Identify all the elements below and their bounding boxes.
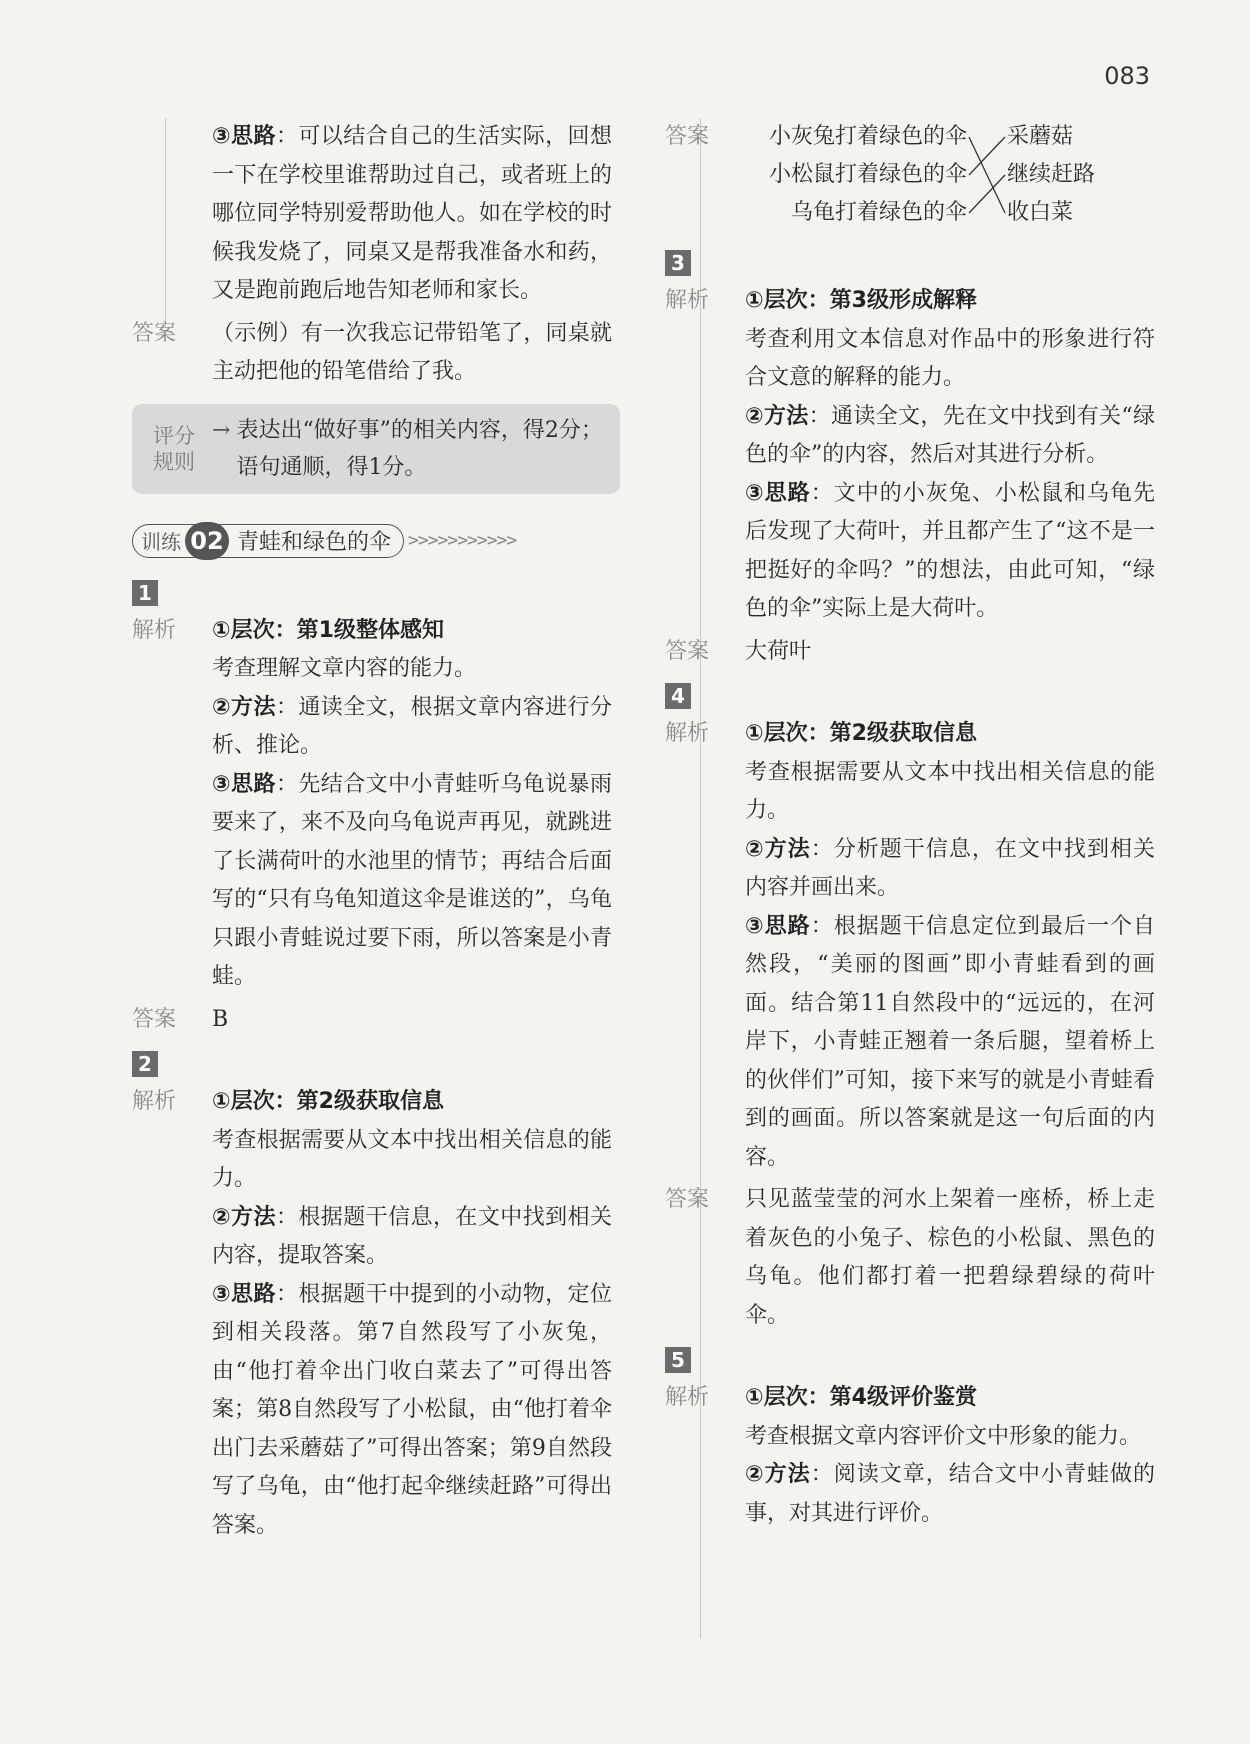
scoring-rules-label: 评分 规则 <box>153 423 195 474</box>
q3-answer: 答案 大荷叶 <box>665 633 1155 672</box>
intro-answer: （示例）有一次我忘记带铅笔了，同桌就主动把他的铅笔借给了我。 <box>212 320 612 384</box>
analysis-label: 解析 <box>665 721 710 746</box>
intro-thought: ③思路：可以结合自己的生活实际，回想一下在学校里谁帮助过自己，或者班上的哪位同学特别爱帮助他人。如在学校的时候我发烧了，同桌又是帮我准备水和药，又是跑前跑后地告知老师和家长。 <box>212 124 612 303</box>
match-right-1: 采蘑菇 <box>1007 124 1074 149</box>
analysis-label: 解析 <box>132 617 177 643</box>
answer-label: 答案 <box>132 1006 177 1032</box>
q4-analysis: 解析 ①层次：第2级获取信息 考查根据需要从文本中找出相关信息的能力。 ②方法：分析题干信息，在文中找到相关内容并画出来。 ③思路：根据题干信息定位到最后一个自然段，“美丽的图画”即小青蛙看到的画面。结合第11自然段中的“远远的，在河岸下，小青蛙正翘着一条后腿，望着桥上的伙伴们”可知，接下来写的就是小青蛙看到的画面。所以答案就是这一句后面的内容。 <box>665 715 1155 1177</box>
training-label: 训练 <box>141 530 181 554</box>
training-header <box>132 524 612 558</box>
question-number-4: 4 <box>665 683 691 709</box>
question-number-1: 1 <box>132 580 158 606</box>
question-number-2: 2 <box>132 1051 158 1077</box>
q2-answer-matching <box>665 118 1155 238</box>
scoring-rules-box <box>132 404 620 494</box>
page-number: 083 <box>1104 62 1150 90</box>
right-column <box>665 118 1155 1537</box>
left-column <box>132 118 612 1549</box>
analysis-label: 解析 <box>665 288 710 313</box>
question-number-5: 5 <box>665 1347 691 1373</box>
arrow-right-icon: → <box>212 417 231 443</box>
q1-analysis: 解析 ①层次：第1级整体感知 考查理解文章内容的能力。 ②方法：通读全文，根据文章内容进行分析、推论。 ③思路：先结合文中小青蛙听乌龟说暴雨要来了，来不及向乌龟说声再见，就跳进了长满荷叶的水池里的情节；再结合后面写的“只有乌龟知道这伞是谁送的”，乌龟只跟小青蛙说过要下雨，所以答案是小青蛙。 <box>132 612 612 997</box>
matching-diagram <box>745 118 1145 238</box>
matching-lines <box>967 118 1007 232</box>
q3-analysis: 解析 ①层次：第3级形成解释 考查利用文本信息对作品中的形象进行符合文意的解释的能力。 ②方法：通读全文，先在文中找到有关“绿色的伞”的内容，然后对其进行分析。 ③思路：文中的小灰兔、小松鼠和乌龟先后发现了大荷叶，并且都产生了“这不是一把挺好的伞吗？”的想法，由此可知，“绿色的伞”实际上是大荷叶。 <box>665 282 1155 629</box>
training-number: 02 <box>185 522 229 560</box>
match-left-1: 小灰兔打着绿色的伞 <box>768 124 967 149</box>
q5-analysis: 解析 ①层次：第4级评价鉴赏 考查根据文章内容评价文中形象的能力。 ②方法：阅读文章，结合文中小青蛙做的事，对其进行评价。 <box>665 1379 1155 1533</box>
match-left-3: 乌龟打着绿色的伞 <box>790 200 967 225</box>
answer-label: 答案 <box>665 124 710 149</box>
answer-label: 答案 <box>665 1187 710 1212</box>
intro-thought-block <box>132 118 612 311</box>
answer-label: 答案 <box>665 638 710 664</box>
match-right-2: 继续赶路 <box>1007 162 1096 187</box>
analysis-label: 解析 <box>132 1089 177 1114</box>
training-arrows: >>>>>>>>>>> <box>408 530 517 551</box>
intro-answer-block <box>132 315 612 392</box>
scoring-rules-text: 表达出“做好事”的相关内容，得2分；语句通顺，得1分。 <box>236 417 603 480</box>
q1-answer: 答案 B <box>132 1001 612 1040</box>
answer-label: 答案 <box>132 320 177 346</box>
q2-analysis: 解析 ①层次：第2级获取信息 考查根据需要从文本中找出相关信息的能力。 ②方法：根据题干信息，在文中找到相关内容，提取答案。 ③思路：根据题干中提到的小动物，定位到相关段落。第7自然段写了小灰兔，由“他打着伞出门收白菜去了”可得出答案；第8自然段写了小松鼠，由“他打着伞出门去采蘑菇了”可得出答案；第9自然段写了乌龟，由“他打起伞继续赶路”可得出答案。 <box>132 1083 612 1545</box>
q4-answer: 答案 只见蓝莹莹的河水上架着一座桥，桥上走着灰色的小兔子、棕色的小松鼠、黑色的乌龟。他们都打着一把碧绿碧绿的荷叶伞。 <box>665 1181 1155 1335</box>
question-number-3: 3 <box>665 250 691 276</box>
match-left-2: 小松鼠打着绿色的伞 <box>768 162 967 187</box>
training-title: 青蛙和绿色的伞 <box>237 530 392 555</box>
match-right-3: 收白菜 <box>1007 200 1074 225</box>
analysis-label: 解析 <box>665 1385 710 1410</box>
